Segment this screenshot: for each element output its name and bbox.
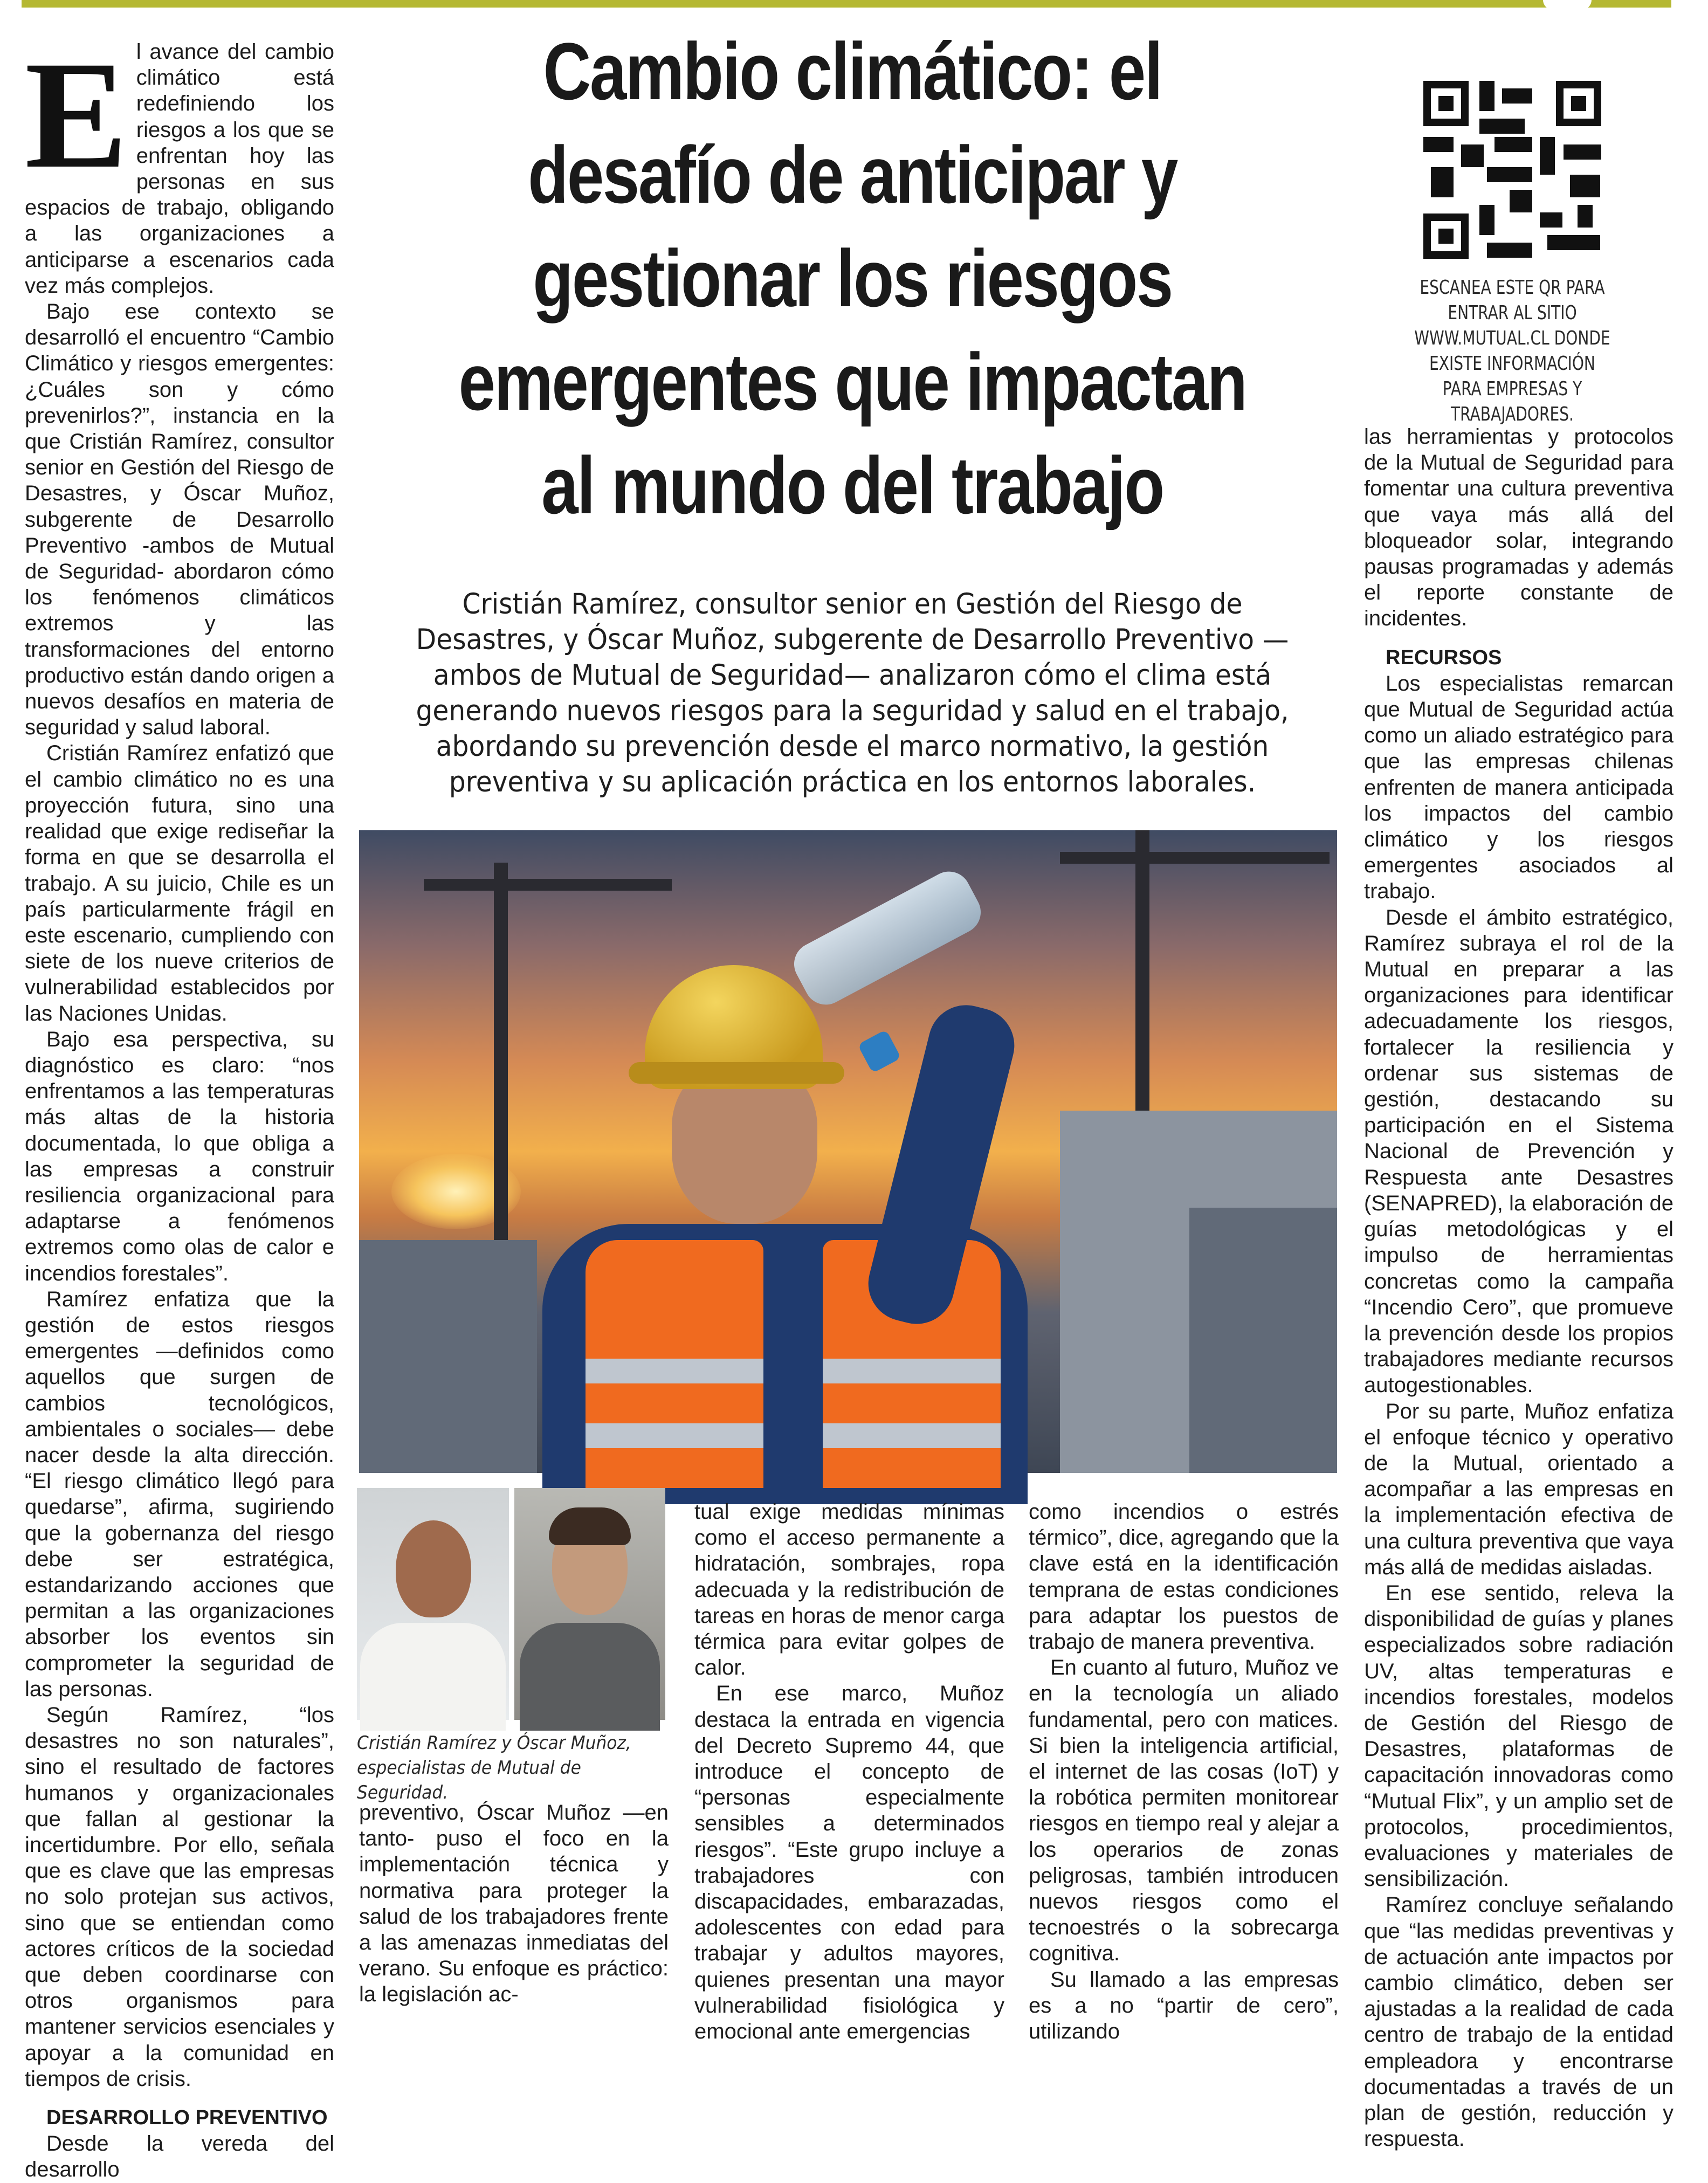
drop-cap: E [25,29,128,200]
qr-finder [1423,81,1469,126]
article-column-1 [25,29,334,2183]
paragraph: En ese marco, Muñoz destaca la entrada en vigencia del Decreto Supremo 44, que introduce el concepto de “personas especialmente sensibles a determinados riesgos”. “Este grupo incluye a trabajadores con discapacidades, embarazadas, adolescentes con edad para trabajar y adultos mayores, quienes presentan una mayor vulnerabilidad fisiológica y emocional ante emergencias [694,1682,1004,2044]
qr-module [1487,167,1532,182]
portrait-cristian-ramirez [357,1488,509,1720]
top-color-rule [22,0,1671,8]
article-column-3 [694,1499,1004,2044]
subheading-desarrollo-preventivo: DESARROLLO PREVENTIVO [46,2106,328,2130]
paragraph: Por su parte, Muñoz enfatiza el enfoque técnico y operativo de la Mutual, orientado a acompañar a las empresas en la implementación efectiva de una cultura preventiva que vaya más allá de medidas aisladas. [1364,1399,1673,1579]
article-lead: Cristián Ramírez, consultor senior en Gestión del Riesgo de Desastres, y Óscar Muñoz, subgerente de Desarrollo Preventivo —ambos de Mutual de Seguridad— analizaron cómo el clima está generando nuevos riesgos para la seguridad y salud en el trabajo, abordando su prevención desde el marco normativo, la gestión preventiva y su aplicación práctica en los entornos laborales. [416,588,1289,798]
paragraph: Bajo ese contexto se desarrolló el encuentro “Cambio Climático y riesgos emergentes: ¿Cuáles son y cómo prevenirlos?”, instancia en la que Cristián Ramírez, consultor senior en Gestión del Riesgo de Desastres, y Óscar Muñoz, subgerente de Desarrollo Preventivo -ambos de Mutual de Seguridad- abordaron cómo los fenómenos climáticos extremos y las transformaciones del entorno productivo están dando origen a nuevos desafíos en materia de seguridad y salud laboral. [25,300,334,740]
paragraph: En ese sentido, releva la disponibilidad de guías y planes especializados sobre radiación UV, altas temperaturas e incendios forestales, modelos de Gestión del Riesgo de Desastres, plataformas de capacitación innovadoras como “Mutual Flix”, y un amplio set de protocolos, procedimientos, evaluaciones y materiales de sensibilización. [1364,1581,1673,1891]
water-bottle [787,864,988,1013]
bottle-cap [857,1029,901,1073]
publication-mark [1543,0,1592,10]
qr-finder [1423,214,1469,259]
article-column-4 [1029,1499,1339,2044]
qr-finder [1556,81,1601,126]
qr-module [1510,190,1532,212]
portrait-body [520,1623,660,1731]
reflective-stripe [586,1423,763,1448]
paragraph: Cristián Ramírez enfatizó que el cambio climático no es una proyección futura, sino una realidad que exige rediseñar la forma en que se desarrolla el trabajo. A su juicio, Chile es un país particularmente frágil en este escenario, cumpliendo con siete de los nueve criterios de vulnerabilidad establecidos por las Naciones Unidas. [25,741,334,1025]
qr-module [1487,243,1532,258]
page-title: Cambio climático: el desafío de anticipar y gestionar los riesgos emergentes que impactan al mundo del trabajo [458,26,1246,531]
reflective-stripe [823,1423,1001,1448]
paragraph: preventivo, Óscar Muñoz —en tanto- puso el foco en la implementación técnica y normativa para proteger la salud de los trabajadores frente a las amenazas inmediatas del verano. Su enfoque es práctico: la legislación ac- [359,1801,669,2007]
paragraph: Su llamado a las empresas es a no “partir de cero”, utilizando [1029,1967,1339,2044]
building [359,1240,537,1473]
subheading-recursos: RECURSOS [1386,646,1502,669]
portrait-head [396,1520,471,1617]
reflective-stripe [586,1359,763,1383]
portrait-oscar-munoz [514,1488,665,1720]
portrait-hair [549,1507,631,1545]
paragraph: Bajo esa perspectiva, su diagnóstico es claro: “nos enfrentamos a las temperaturas más altas de la historia documentada, lo que obliga a las empresas a construir resiliencia organizacional para adaptarse a fenómenos extremos como olas de calor e incendios forestales”. [25,1027,334,1285]
qr-module [1479,205,1494,235]
qr-module [1570,175,1600,197]
qr-module [1423,137,1454,152]
qr-module [1479,119,1525,134]
building [1189,1208,1337,1473]
article-column-2 [359,1800,669,2008]
paragraph: Ramírez enfatiza que la gestión de estos riesgos emergentes —definidos como aquellos que surgen de cambios tecnológicos, ambientales o sociales— debe nacer desde la alta dirección. “El riesgo climático llegó para quedarse”, afirma, sugiriendo que la gobernanza del riesgo debe ser estratégica, estandarizando acciones que permitan a las organizaciones absorber los eventos sin comprometer la seguridad de las personas. [25,1287,334,1701]
qr-caption: ESCANEA ESTE QR PARA ENTRAR AL SITIO WWW.MUTUAL.CL DONDE EXISTE INFORMACIÓN PARA EMPRESAS Y TRABAJADORES. [1414,277,1610,425]
portrait-body [360,1623,506,1731]
reflective-stripe [823,1359,1001,1383]
qr-module [1431,167,1454,197]
paragraph: Según Ramírez, “los desastres no son naturales”, sino el resultado de factores humanos y organizacionales que fallan al gestionar la incertidumbre. Por ello, señala que es clave que las empresas no solo protejan sus activos, sino que se entiendan como actores críticos de la sociedad que deben coordinarse con otros organismos para mantener servicios esenciales y apoyar a la comunidad en tiempos de crisis. [25,1703,334,2091]
paragraph: Desde el ámbito estratégico, Ramírez subraya el rol de la Mutual en preparar a las organizaciones para identificar adecuadamente los riesgos, fortalecer la resiliencia y ordenar sus sistemas de gestión, destacando su participación en el Sistema Nacional de Prevención y Respuesta ante Desastres (SENAPRED), la elaboración de guías metodológicas y el impulso de herramientas concretas como la campaña “Incendio Cero”, que promueve la prevención desde los propios trabajadores mediante recursos autogestionables. [1364,905,1673,1397]
paragraph: como incendios o estrés térmico”, dice, agregando que la clave está en la identificación temprana de estas condiciones para adaptar los puestos de trabajo de manera preventiva. [1029,1500,1339,1654]
qr-code[interactable] [1423,81,1601,259]
qr-module [1578,205,1593,228]
paragraph: tual exige medidas mínimas como el acceso permanente a hidratación, sombrajes, ropa adecuada y la redistribución de tareas en horas de menor carga térmica para evitar golpes de calor. [694,1500,1004,1680]
qr-module [1494,137,1532,152]
paragraph: las herramientas y protocolos de la Mutual de Seguridad para fomentar una cultura preventiva que vaya más allá del bloqueador solar, integrando pausas programadas y además el reporte constante de incidentes. [1364,425,1673,631]
qr-module [1540,137,1555,175]
article-column-5 [1364,424,1673,2152]
photo-caption: Cristián Ramírez y Óscar Muñoz, especialistas de Mutual de Seguridad. [357,1732,631,1803]
crane-boom [424,879,672,891]
qr-module [1502,88,1532,104]
qr-module [1540,212,1562,228]
qr-module [1564,144,1601,160]
paragraph-intro: l avance del cambio climático está redefiniendo los riesgos a los que se enfrentan hoy las personas en sus espacios de trabajo, obligando a las organizaciones a anticiparse a escenarios cada vez más complejos. [25,40,334,298]
qr-module [1479,81,1494,111]
hard-hat-brim [629,1062,844,1084]
qr-module [1461,144,1484,167]
paragraph: Los especialistas remarcan que Mutual de Seguridad actúa como un aliado estratégico para que las empresas chilenas enfrenten de manera anticipada los impactos del cambio climático y los riesgos emergentes asociados al trabajo. [1364,671,1673,904]
qr-module [1547,235,1600,250]
paragraph: Ramírez concluye señalando que “las medidas preventivas y de actuación ante impactos por cambio climático, deben ser ajustadas a la realidad de cada centro de trabajo de la entidad empleadora y encontrarse documentadas a través de un plan de gestión, reducción y respuesta. [1364,1893,1673,2151]
worker-drinking-water-photo [359,830,1337,1473]
paragraph: En cuanto al futuro, Muñoz ve en la tecnología un aliado fundamental, pero con matices. Si bien la inteligencia artificial, el internet de las cosas (IoT) y la robótica permiten monitorear riesgos en tiempo real y alejar a los operarios de zonas peligrosas, también introducen nuevos riesgos como el tecnoestrés o la sobrecarga cognitiva. [1029,1656,1339,1966]
paragraph: Desde la vereda del desarrollo [25,2132,334,2182]
crane-boom [1060,852,1330,864]
